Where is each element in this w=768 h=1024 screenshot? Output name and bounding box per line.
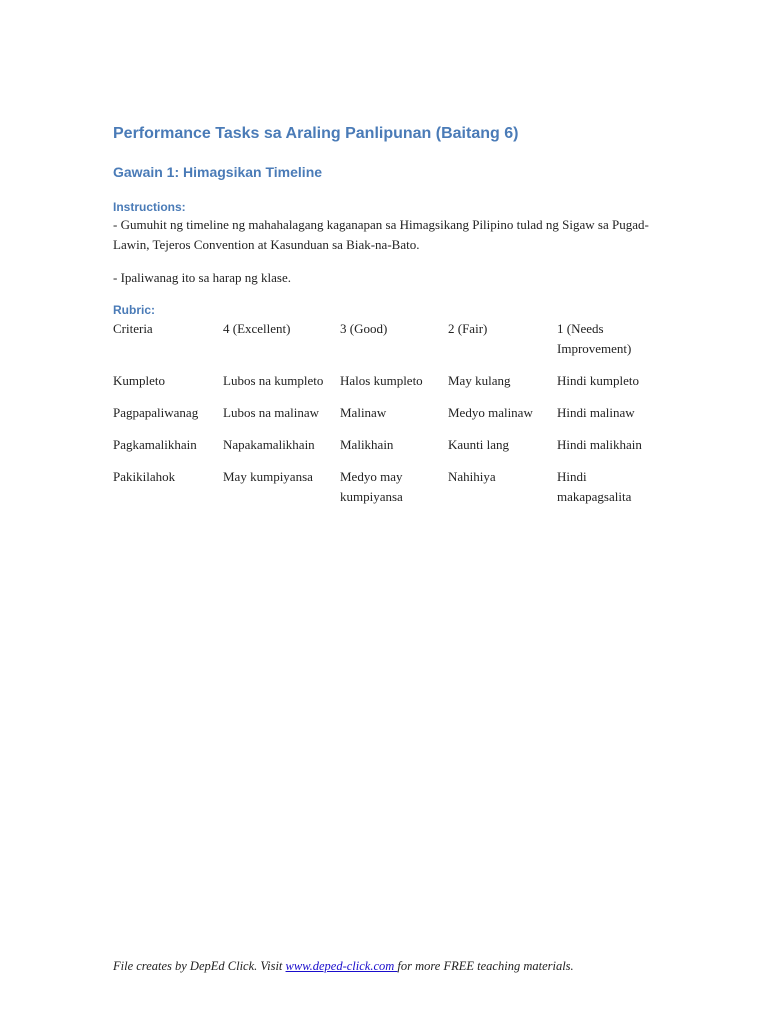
rubric-cell: Hindi makapagsalita [557,469,632,504]
instructions-text-2: - Ipaliwanag ito sa harap ng klase. [113,270,291,285]
rubric-row [113,467,658,519]
activity-heading: Gawain 1: Himagsikan Timeline [113,164,323,180]
document-page [113,0,658,1024]
footer-note [113,959,574,974]
rubric-cell: Medyo malinaw [448,405,533,420]
rubric-cell: Hindi malikhain [557,437,642,452]
rubric-cell: Hindi kumpleto [557,373,639,388]
rubric-criteria-cell: Pagkamalikhain [113,437,197,452]
rubric-header-cell: 2 (Fair) [448,321,488,336]
rubric-cell: Nahihiya [448,469,496,484]
rubric-cell: Lubos na malinaw [223,405,320,420]
rubric-cell: Malikhain [340,437,394,452]
rubric-row [113,371,658,403]
rubric-header-cell: 1 (Needs Improvement) [557,321,632,356]
rubric-label: Rubric: [113,303,155,317]
rubric-criteria-cell: Pagpapaliwanag [113,405,199,420]
document-title: Performance Tasks sa Araling Panlipunan (Baitang 6) [113,125,519,142]
rubric-cell: May kumpiyansa [223,469,313,484]
rubric-cell: Hindi malinaw [557,405,635,420]
instructions-section [113,199,658,255]
rubric-cell: May kulang [448,373,511,388]
footer-prefix: File creates by DepEd Click. Visit [113,959,286,973]
rubric-cell: Kaunti lang [448,437,510,452]
footer-link[interactable]: www.deped-click.com [285,959,398,973]
rubric-criteria-cell: Pakikilahok [113,469,176,484]
rubric-header-cell: 3 (Good) [340,321,388,336]
rubric-cell: Medyo may kumpiyansa [340,469,403,504]
rubric-criteria-cell: Kumpleto [113,373,165,388]
rubric-cell: Halos kumpleto [340,373,423,388]
rubric-table [113,319,658,519]
rubric-header-row [113,319,658,371]
instructions-label: Instructions: [113,200,186,214]
rubric-row [113,403,658,435]
rubric-cell: Lubos na kumpleto [223,373,324,388]
rubric-cell: Malinaw [340,405,387,420]
rubric-header-cell: 4 (Excellent) [223,321,291,336]
rubric-row [113,435,658,467]
instructions-text: - Gumuhit ng timeline ng mahahalagang kaganapan sa Himagsikang Pilipino tulad ng Sigaw sa Pugad-Lawin, Tejeros Convention at Kasunduan sa Biak-na-Bato. [113,217,649,252]
rubric-header-cell: Criteria [113,321,153,336]
footer-suffix: for more FREE teaching materials. [397,959,574,973]
rubric-cell: Napakamalikhain [223,437,315,452]
rubric-section [113,302,658,519]
